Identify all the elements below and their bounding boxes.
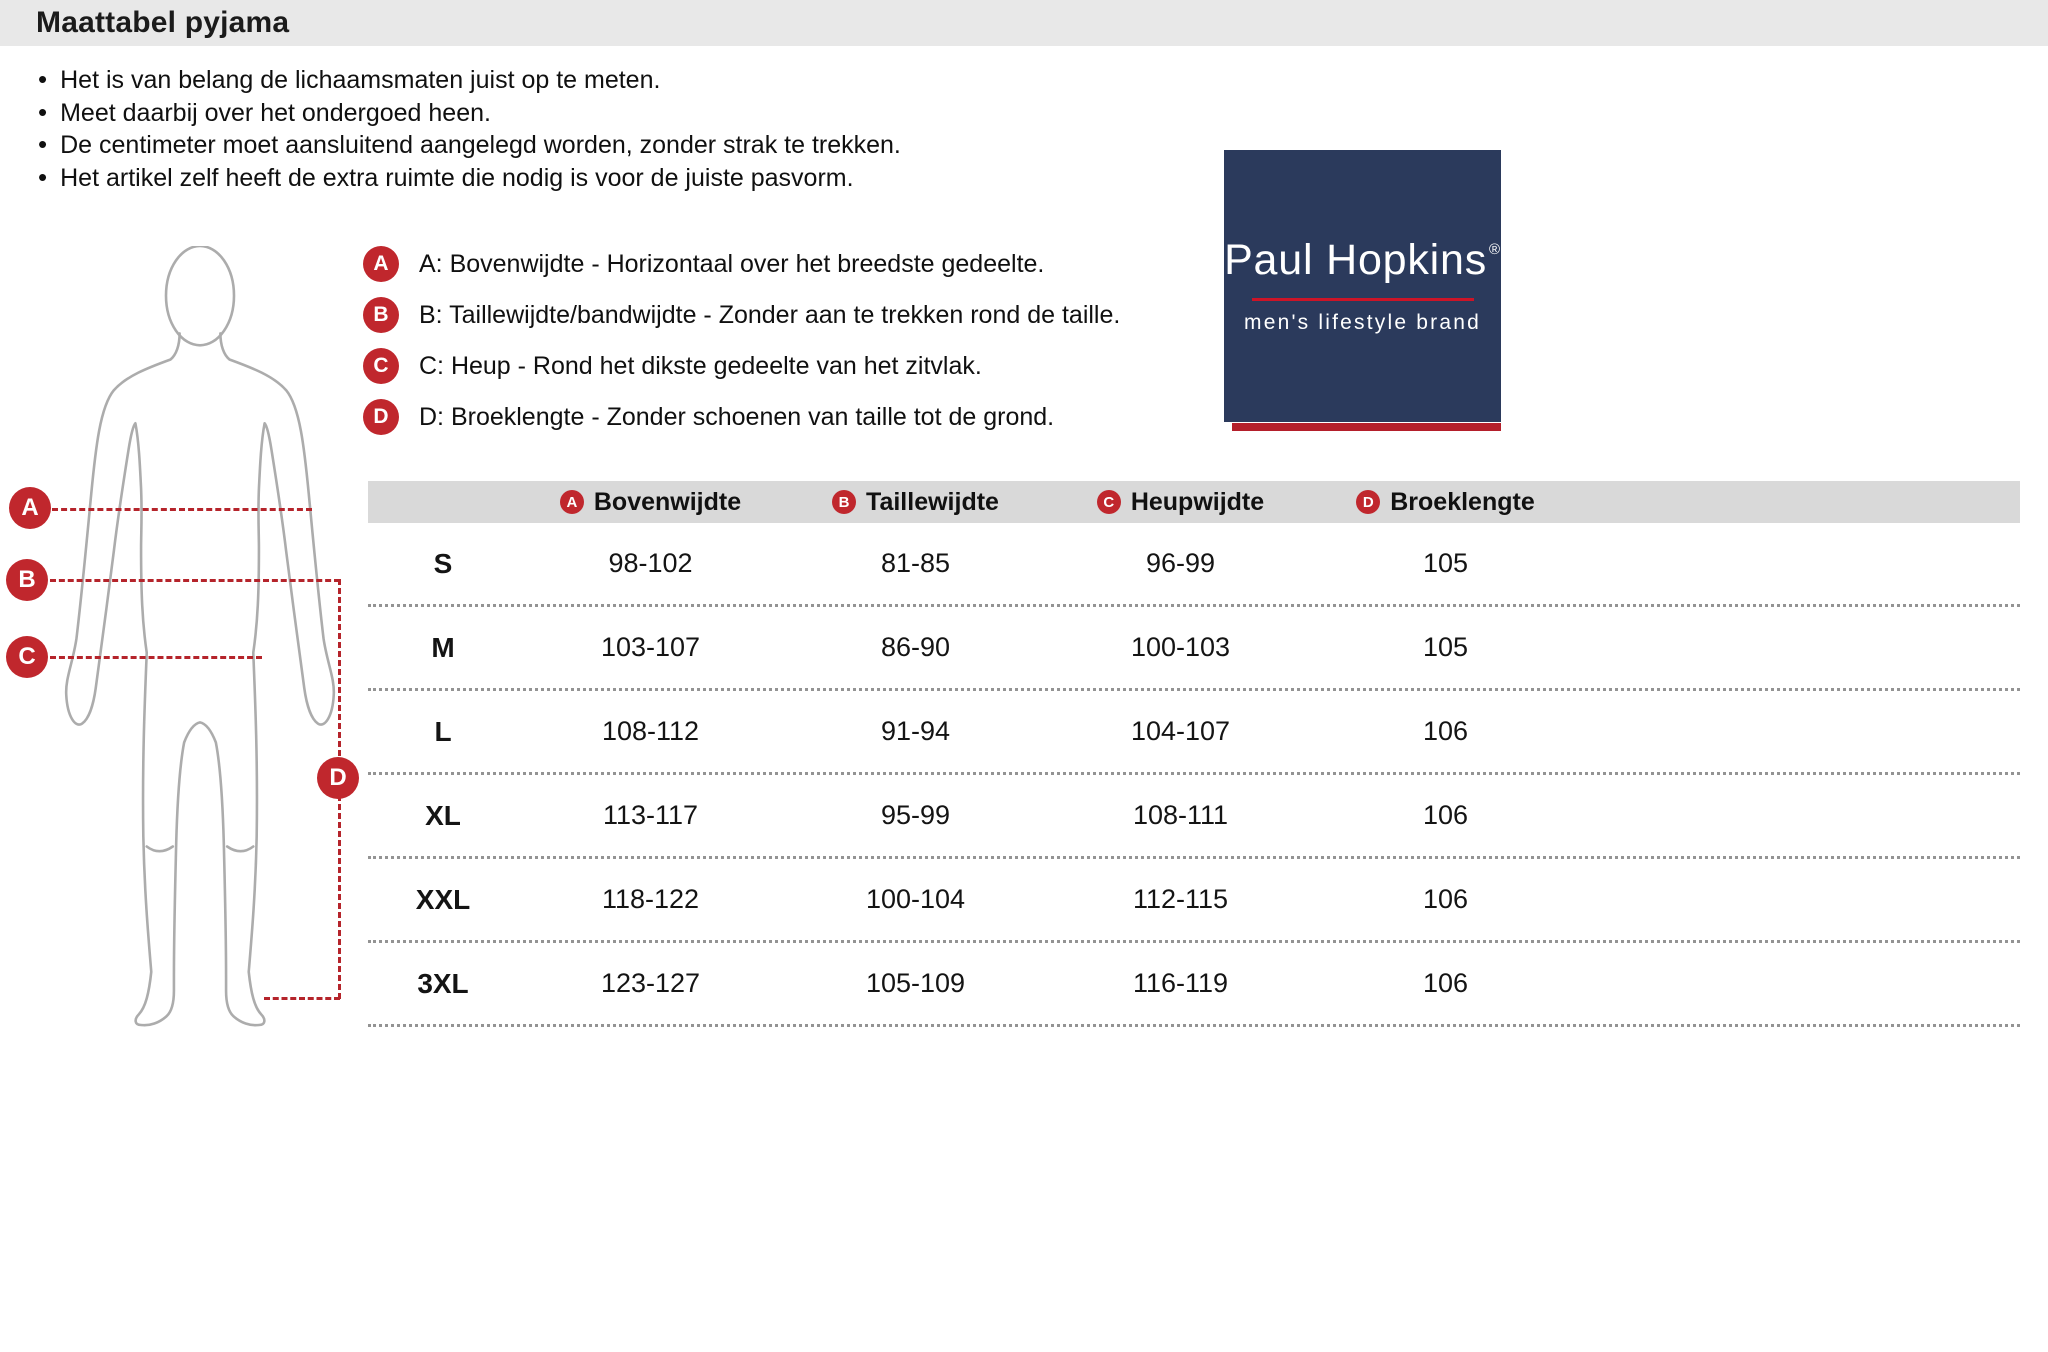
cell-broeklengte: 106 — [1422, 716, 1469, 746]
header-badge-d: D — [1356, 490, 1380, 514]
legend-text: D: Broeklengte - Zonder schoenen van taille tot de grond. — [419, 402, 1055, 431]
size-label: 3XL — [417, 967, 469, 999]
column-header-heupwijdte — [1048, 488, 1313, 517]
measurement-legend — [363, 246, 1120, 450]
cell-heupwijdte: 100-103 — [1130, 632, 1231, 662]
figure-knee-right — [227, 847, 253, 852]
bullet-icon: • — [38, 64, 48, 94]
marker-badge-d: D — [317, 757, 359, 799]
size-table-header — [368, 481, 2020, 523]
cell-taillewijdte: 105-109 — [865, 968, 966, 998]
column-label: Broeklengte — [1390, 487, 1535, 516]
brand-name — [1224, 236, 1501, 284]
cell-heupwijdte: 104-107 — [1130, 716, 1231, 746]
cell-bovenwijdte: 108-112 — [601, 716, 700, 746]
size-label: L — [434, 715, 452, 747]
page-title: Maattabel pyjama — [36, 6, 290, 39]
instruction-list — [38, 64, 901, 194]
logo-red-bar — [1232, 423, 1501, 431]
cell-broeklengte: 106 — [1422, 884, 1469, 914]
cell-heupwijdte: 112-115 — [1132, 884, 1229, 914]
cell-broeklengte: 105 — [1422, 632, 1469, 662]
cell-heupwijdte: 96-99 — [1145, 548, 1216, 578]
brand-logo — [1224, 150, 1501, 422]
measure-line-d-bottom — [264, 997, 340, 1000]
registered-mark: ® — [1489, 241, 1501, 258]
cell-taillewijdte: 95-99 — [880, 800, 951, 830]
instruction-item — [38, 97, 901, 130]
column-header-taillewijdte — [783, 488, 1048, 517]
figure-head — [166, 246, 234, 345]
size-label: XL — [425, 799, 461, 831]
bullet-icon: • — [38, 129, 48, 160]
logo-divider — [1252, 298, 1474, 301]
cell-heupwijdte: 108-111 — [1132, 800, 1229, 830]
cell-bovenwijdte: 113-117 — [602, 800, 699, 830]
legend-row — [363, 348, 1120, 384]
instruction-text: Meet daarbij over het ondergoed heen. — [60, 98, 491, 127]
size-label: XXL — [415, 883, 471, 915]
instruction-item — [38, 64, 901, 97]
cell-broeklengte: 105 — [1422, 548, 1469, 578]
marker-badge-a: A — [9, 487, 51, 529]
measure-line-a — [52, 508, 312, 511]
body-outline-figure — [30, 246, 370, 1038]
cell-taillewijdte: 100-104 — [865, 884, 966, 914]
size-table — [368, 481, 2020, 1027]
legend-badge-b: B — [363, 297, 399, 333]
table-row — [368, 607, 2020, 691]
measure-line-b — [50, 579, 340, 582]
instruction-text: Het artikel zelf heeft de extra ruimte die nodig is voor de juiste pasvorm. — [60, 163, 854, 192]
legend-badge-c: C — [363, 348, 399, 384]
column-label: Heupwijdte — [1130, 487, 1265, 516]
cell-bovenwijdte: 98-102 — [608, 548, 693, 578]
instruction-item — [38, 129, 901, 162]
table-row — [368, 775, 2020, 859]
brand-text: Paul Hopkins — [1224, 236, 1488, 284]
table-row — [368, 859, 2020, 943]
column-header-broeklengte — [1313, 488, 1578, 517]
table-row — [368, 523, 2020, 607]
header-badge-a: A — [560, 490, 584, 514]
cell-broeklengte: 106 — [1422, 968, 1469, 998]
legend-row — [363, 399, 1120, 435]
cell-heupwijdte: 116-119 — [1132, 968, 1229, 998]
instruction-item — [38, 162, 901, 195]
legend-text: C: Heup - Rond het dikste gedeelte van het zitvlak. — [419, 351, 982, 380]
figure-body — [66, 333, 334, 1025]
marker-badge-c: C — [6, 636, 48, 678]
brand-tagline: men's lifestyle brand — [1244, 311, 1481, 334]
instruction-text: Het is van belang de lichaamsmaten juist op te meten. — [60, 66, 661, 94]
legend-row — [363, 246, 1120, 282]
figure-knee-left — [147, 847, 173, 852]
column-label: Taillewijdte — [866, 487, 999, 516]
title-bar — [0, 0, 2048, 46]
legend-text: A: Bovenwijdte - Horizontaal over het breedste gedeelte. — [419, 249, 1045, 278]
table-row — [368, 691, 2020, 775]
legend-row — [363, 297, 1120, 333]
column-header-bovenwijdte — [518, 488, 783, 517]
size-label: M — [431, 631, 455, 663]
marker-badge-b: B — [6, 559, 48, 601]
cell-taillewijdte: 91-94 — [880, 716, 951, 746]
size-label: S — [433, 547, 453, 579]
table-row — [368, 943, 2020, 1027]
bullet-icon: • — [38, 96, 48, 127]
cell-bovenwijdte: 123-127 — [600, 968, 701, 998]
cell-broeklengte: 106 — [1422, 800, 1469, 830]
header-badge-c: C — [1097, 490, 1121, 514]
cell-taillewijdte: 81-85 — [880, 548, 951, 578]
cell-bovenwijdte: 118-122 — [601, 884, 700, 914]
legend-badge-d: D — [363, 399, 399, 435]
header-badge-b: B — [832, 490, 856, 514]
instruction-text: De centimeter moet aansluitend aangelegd worden, zonder strak te trekken. — [60, 131, 901, 160]
column-label: Bovenwijdte — [593, 487, 742, 516]
cell-bovenwijdte: 103-107 — [600, 632, 701, 662]
measure-line-c — [50, 656, 262, 659]
legend-badge-a: A — [363, 246, 399, 282]
legend-text: B: Taillewijdte/bandwijdte - Zonder aan te trekken rond de taille. — [419, 300, 1121, 329]
cell-taillewijdte: 86-90 — [880, 632, 951, 662]
bullet-icon: • — [38, 161, 48, 192]
